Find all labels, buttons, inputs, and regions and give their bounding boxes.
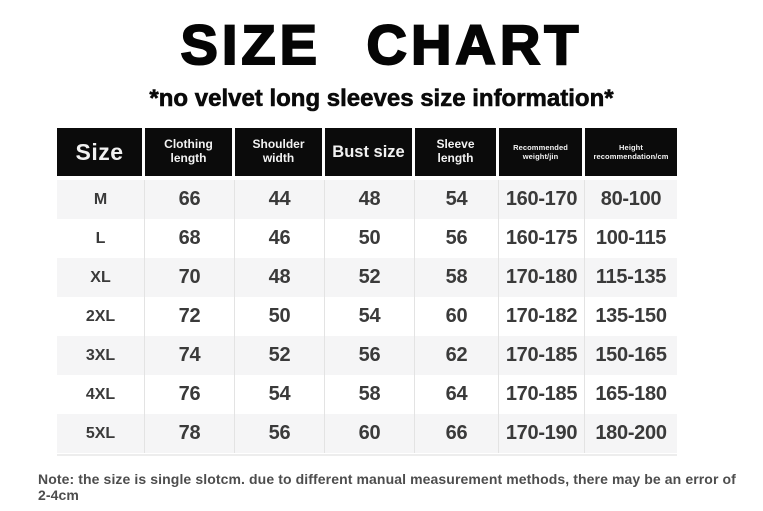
table-body: [57, 180, 677, 453]
header-cell: Recommended weight/jin: [499, 128, 585, 176]
table-cell: 66: [415, 414, 499, 453]
header-cell: Size: [57, 128, 145, 176]
table-cell: 62: [415, 336, 499, 375]
table-cell: 52: [235, 336, 325, 375]
table-cell: 54: [235, 375, 325, 414]
table-row: [57, 219, 677, 258]
table-row: [57, 414, 677, 453]
table-cell: 58: [415, 258, 499, 297]
table-cell: 60: [325, 414, 415, 453]
table-cell: 70: [145, 258, 235, 297]
table-cell: 78: [145, 414, 235, 453]
table-cell: 160-175: [499, 219, 585, 258]
table-cell: 170-185: [499, 336, 585, 375]
table-cell: 180-200: [595, 422, 667, 444]
header-cell: Shoulder width: [235, 128, 325, 176]
size-table: [57, 128, 677, 456]
table-cell: 56: [235, 414, 325, 453]
header-cell: Sleeve length: [415, 128, 499, 176]
header-cell: Height recommendation/cm: [585, 128, 677, 176]
table-cell: 46: [235, 219, 325, 258]
table-cell: 170-185: [499, 375, 585, 414]
table-cell: 48: [325, 180, 415, 219]
size-label-cell: L: [57, 219, 145, 258]
header-cell: Bust size: [325, 128, 415, 176]
table-header-row: [57, 128, 677, 176]
table-cell: 52: [325, 258, 415, 297]
table-cell: 54: [415, 180, 499, 219]
table-cell: 68: [145, 219, 235, 258]
size-label-cell: 4XL: [57, 375, 145, 414]
table-cell: 66: [145, 180, 235, 219]
table-cell: 160-170: [499, 180, 585, 219]
table-row: [57, 336, 677, 375]
table-cell: 64: [415, 375, 499, 414]
table-row: [57, 375, 677, 414]
table-cell: 56: [325, 336, 415, 375]
table-cell: 80-100: [600, 188, 662, 210]
table-cell: 100-115: [595, 227, 667, 249]
size-label-cell: M: [57, 180, 145, 219]
table-cell: 50: [325, 219, 415, 258]
table-cell: 150-165: [595, 344, 667, 366]
table-cell: 60: [415, 297, 499, 336]
table-cell: 50: [235, 297, 325, 336]
table-cell: 56: [415, 219, 499, 258]
header-cell: Clothing length: [145, 128, 235, 176]
table-cell: 170-182: [499, 297, 585, 336]
table-cell: 48: [235, 258, 325, 297]
table-row: [57, 297, 677, 336]
table-bottom-divider: [57, 454, 677, 456]
table-row: [57, 258, 677, 297]
size-label-cell: XL: [57, 258, 145, 297]
page-title: SIZE CHART: [180, 13, 583, 76]
table-cell: 170-190: [499, 414, 585, 453]
table-cell: 170-180: [499, 258, 585, 297]
size-label-cell: 3XL: [57, 336, 145, 375]
page-subtitle: *no velvet long sleeves size information*: [149, 85, 614, 112]
size-label-cell: 2XL: [57, 297, 145, 336]
table-cell: 74: [145, 336, 235, 375]
table-cell: 135-150: [595, 305, 667, 327]
table-cell: 54: [325, 297, 415, 336]
table-cell: 76: [145, 375, 235, 414]
table-cell: 58: [325, 375, 415, 414]
table-row: [57, 180, 677, 219]
table-cell: 44: [235, 180, 325, 219]
table-cell: 165-180: [595, 383, 667, 405]
table-cell: 115-135: [595, 266, 667, 288]
size-label-cell: 5XL: [57, 414, 145, 453]
measurement-note: Note: the size is single slotcm. due to different manual measurement methods, there may be an error of 2-4cm: [38, 471, 736, 503]
table-cell: 72: [145, 297, 235, 336]
